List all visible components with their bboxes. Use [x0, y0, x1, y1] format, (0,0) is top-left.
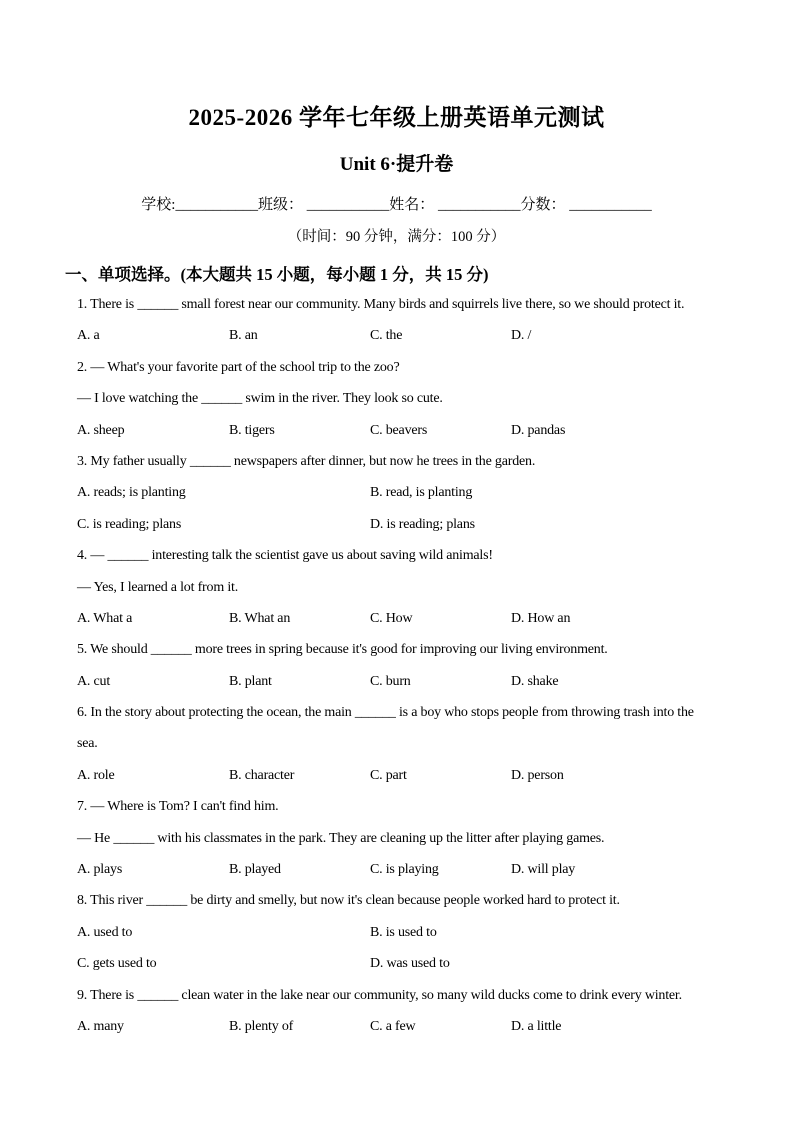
info-field-blank: ___________ — [175, 197, 258, 213]
question-stem-line: 8. This river ______ be dirty and smelly, but now it's clean because people worked hard to protect it. — [77, 893, 620, 909]
question-block — [77, 352, 716, 446]
option-item: C. part — [370, 767, 407, 783]
option-item: A. many — [77, 1018, 124, 1034]
option-item: C. gets used to — [77, 956, 157, 972]
exam-subtitle: Unit 6·提升卷 — [339, 154, 454, 175]
options-row — [77, 509, 716, 540]
info-field-blank: ___________ — [437, 197, 521, 213]
question-stem-line: 5. We should ______ more trees in spring because it's good for improving our living environment. — [77, 642, 608, 658]
option-item: B. plenty of — [229, 1018, 294, 1034]
exam-title: 2025-2026 学年七年级上册英语单元测试 — [188, 105, 605, 130]
option-item: D. is reading; plans — [370, 516, 475, 532]
student-info-row — [77, 193, 716, 214]
options-row — [77, 320, 716, 351]
option-item: A. cut — [77, 673, 111, 689]
option-item: D. pandas — [511, 422, 566, 438]
option-item: A. used to — [77, 924, 133, 940]
question-stem-line: — He ______ with his classmates in the park. They are cleaning up the litter after playing games. — [77, 830, 605, 846]
option-item: A. reads; is planting — [77, 485, 186, 501]
info-field-label: 分数： — [520, 197, 566, 213]
question-block — [77, 697, 716, 791]
info-field-label: 班级： — [257, 197, 303, 213]
option-item: A. plays — [77, 862, 123, 878]
question-stem-line: 1. There is ______ small forest near our community. Many birds and squirrels live there, so we should protect it. — [77, 297, 685, 312]
options-row — [77, 603, 716, 634]
question-stem-line: 6. In the story about protecting the ocean, the main ______ is a boy who stops people from throwing trash into the — [77, 705, 694, 721]
question-block — [77, 980, 716, 1043]
info-field-blank: ___________ — [306, 197, 390, 213]
option-item: D. was used to — [370, 956, 450, 972]
info-field-name — [389, 197, 520, 213]
option-item: C. burn — [370, 673, 411, 689]
question-stem-line: 9. There is ______ clean water in the lake near our community, so many wild ducks come to drink every winter. — [77, 987, 682, 1003]
option-item: A. What a — [77, 610, 133, 626]
option-item: D. person — [511, 767, 564, 783]
option-item: A. role — [77, 767, 115, 783]
option-item: B. an — [229, 328, 258, 344]
option-item: B. played — [229, 862, 281, 878]
info-field-class — [258, 197, 389, 213]
time-score-note: （时间：90 分钟，满分：100 分） — [287, 229, 506, 245]
option-item: B. tigers — [229, 422, 275, 438]
options-row — [77, 415, 716, 446]
question-block — [77, 446, 716, 540]
section-heading: 一、单项选择。(本大题共 15 小题，每小题 1 分，共 15 分) — [65, 265, 489, 284]
option-item: B. plant — [229, 673, 272, 689]
option-item: A. sheep — [77, 422, 125, 438]
options-row — [77, 477, 716, 508]
options-row — [77, 1011, 716, 1042]
question-stem-line: — I love watching the ______ swim in the river. They look so cute. — [77, 391, 443, 407]
option-item: B. What an — [229, 610, 291, 626]
option-item: C. is playing — [370, 862, 439, 878]
option-item: C. is reading; plans — [77, 516, 182, 532]
option-item: C. How — [370, 610, 413, 626]
option-item: D. a little — [511, 1018, 562, 1034]
info-field-school — [141, 197, 258, 213]
option-item: D. shake — [511, 673, 559, 689]
options-row — [77, 854, 716, 885]
question-stem-line: 7. — Where is Tom? I can't find him. — [77, 799, 279, 815]
question-stem-line: 3. My father usually ______ newspapers after dinner, but now he trees in the garden. — [77, 453, 536, 469]
info-field-label: 学校: — [141, 197, 176, 213]
option-item: C. a few — [370, 1018, 416, 1034]
options-row — [77, 760, 716, 791]
option-item: D. How an — [511, 610, 571, 626]
info-field-score — [520, 197, 651, 213]
question-stem-line: — Yes, I learned a lot from it. — [77, 579, 238, 595]
question-block — [77, 540, 716, 634]
question-stem-line: sea. — [77, 736, 98, 752]
question-stem-line: 2. — What's your favorite part of the school trip to the zoo? — [77, 359, 400, 375]
option-item: A. a — [77, 328, 100, 344]
options-row — [77, 917, 716, 948]
question-block — [77, 791, 716, 885]
info-field-label: 姓名： — [389, 197, 435, 213]
option-item: B. is used to — [370, 924, 437, 940]
option-item: C. the — [370, 328, 403, 344]
option-item: B. character — [229, 767, 295, 783]
options-row — [77, 666, 716, 697]
option-item: C. beavers — [370, 422, 428, 438]
questions-container — [77, 289, 716, 1042]
question-block — [77, 634, 716, 697]
question-block — [77, 289, 716, 352]
question-block — [77, 885, 716, 979]
option-item: B. read, is planting — [370, 485, 473, 501]
info-field-blank: ___________ — [569, 197, 652, 213]
option-item: D. / — [511, 328, 532, 344]
option-item: D. will play — [511, 862, 576, 878]
question-stem-line: 4. — ______ interesting talk the scientist gave us about saving wild animals! — [77, 548, 493, 564]
options-row — [77, 948, 716, 979]
